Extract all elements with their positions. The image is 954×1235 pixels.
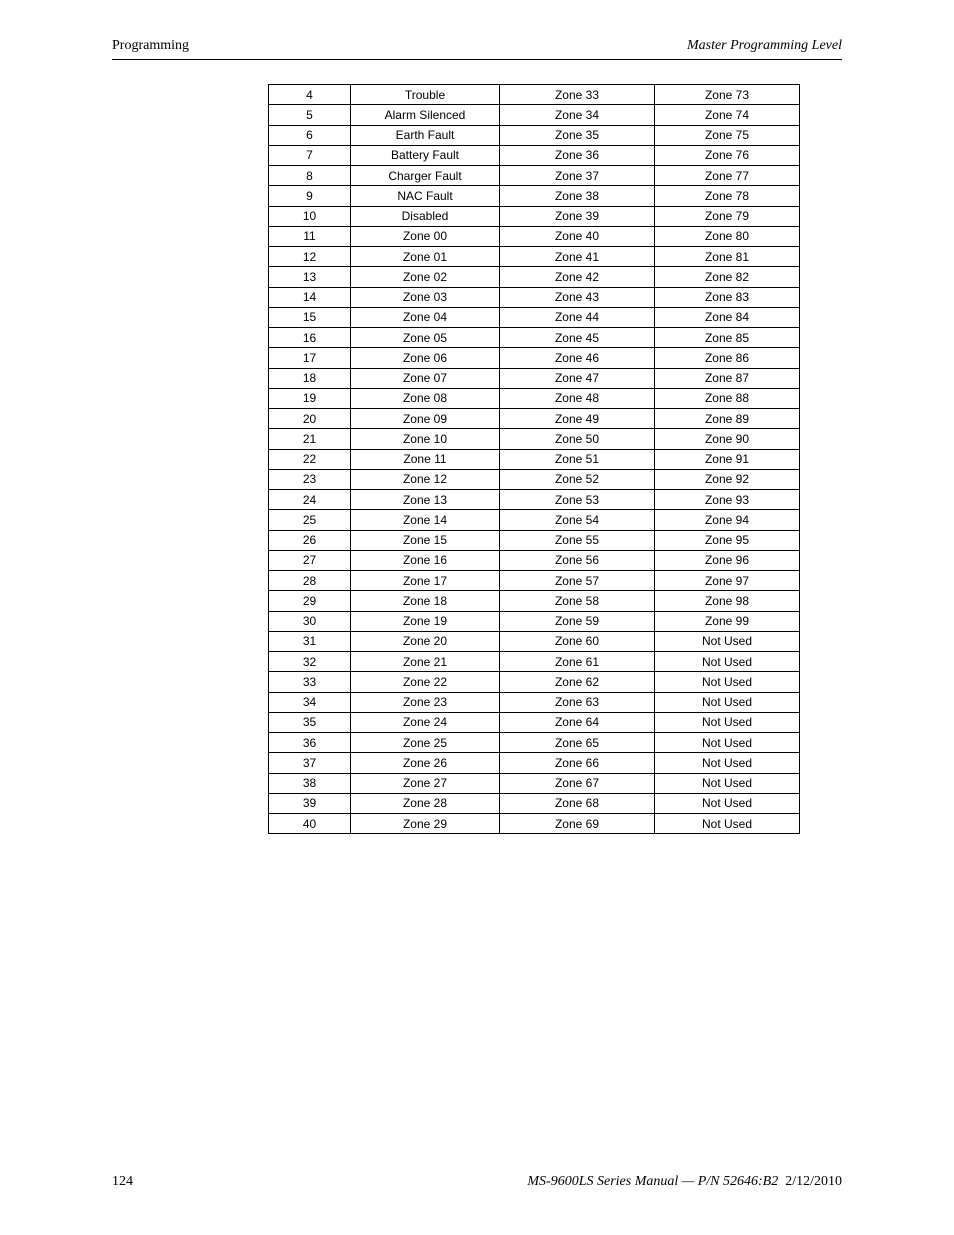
table-cell: Not Used — [655, 692, 800, 712]
table-cell: 12 — [269, 247, 351, 267]
table-cell: Zone 42 — [500, 267, 655, 287]
table-cell: Zone 94 — [655, 510, 800, 530]
table-row — [269, 733, 800, 753]
table-cell: Battery Fault — [351, 145, 500, 165]
table-row — [269, 631, 800, 651]
table-cell: Zone 50 — [500, 429, 655, 449]
table-cell: Zone 19 — [351, 611, 500, 631]
table-cell: Zone 20 — [351, 631, 500, 651]
table-cell: 34 — [269, 692, 351, 712]
table-row — [269, 145, 800, 165]
table-cell: Zone 56 — [500, 550, 655, 570]
table-cell: 11 — [269, 226, 351, 246]
table-cell: Zone 79 — [655, 206, 800, 226]
table-row — [269, 814, 800, 834]
table-cell: Zone 74 — [655, 105, 800, 125]
table-cell: 31 — [269, 631, 351, 651]
table-cell: Charger Fault — [351, 166, 500, 186]
table-cell: Zone 18 — [351, 591, 500, 611]
table-cell: Not Used — [655, 773, 800, 793]
table-row — [269, 652, 800, 672]
table-cell: Zone 83 — [655, 287, 800, 307]
table-row — [269, 449, 800, 469]
table-cell: Zone 76 — [655, 145, 800, 165]
table-cell: Zone 68 — [500, 793, 655, 813]
table-cell: 28 — [269, 571, 351, 591]
manual-title: MS-9600LS Series Manual — P/N 52646:B2 — [527, 1174, 779, 1189]
table-cell: 13 — [269, 267, 351, 287]
table-cell: Zone 06 — [351, 348, 500, 368]
table-cell: Not Used — [655, 814, 800, 834]
table-cell: 15 — [269, 307, 351, 327]
table-cell: Zone 48 — [500, 388, 655, 408]
header-section-title: Programming — [112, 38, 189, 53]
table-cell: 23 — [269, 469, 351, 489]
table-cell: Zone 77 — [655, 166, 800, 186]
table-row — [269, 186, 800, 206]
table-cell: Zone 98 — [655, 591, 800, 611]
table-row — [269, 591, 800, 611]
table-cell: Zone 44 — [500, 307, 655, 327]
table-cell: Zone 08 — [351, 388, 500, 408]
table-cell: Zone 58 — [500, 591, 655, 611]
table-cell: Not Used — [655, 631, 800, 651]
table-cell: Zone 04 — [351, 307, 500, 327]
table-cell: Zone 53 — [500, 490, 655, 510]
table-row — [269, 793, 800, 813]
table-row — [269, 773, 800, 793]
table-cell: Zone 36 — [500, 145, 655, 165]
table-row — [269, 267, 800, 287]
table-cell: 22 — [269, 449, 351, 469]
table-cell: Zone 99 — [655, 611, 800, 631]
table-cell: Not Used — [655, 733, 800, 753]
table-row — [269, 611, 800, 631]
table-cell: Not Used — [655, 672, 800, 692]
table-row — [269, 753, 800, 773]
table-cell: 27 — [269, 550, 351, 570]
table-cell: Zone 87 — [655, 368, 800, 388]
table-cell: 29 — [269, 591, 351, 611]
table-row — [269, 85, 800, 105]
table-row — [269, 530, 800, 550]
table-cell: Zone 86 — [655, 348, 800, 368]
table-cell: Zone 91 — [655, 449, 800, 469]
table-cell: Zone 54 — [500, 510, 655, 530]
table-row — [269, 672, 800, 692]
table-cell: Zone 16 — [351, 550, 500, 570]
table-cell: Zone 26 — [351, 753, 500, 773]
table-cell: Zone 35 — [500, 125, 655, 145]
table-cell: Zone 85 — [655, 328, 800, 348]
table-cell: Zone 67 — [500, 773, 655, 793]
table-cell: Zone 28 — [351, 793, 500, 813]
table-cell: Zone 27 — [351, 773, 500, 793]
table-cell: Disabled — [351, 206, 500, 226]
table-row — [269, 287, 800, 307]
table-cell: Zone 55 — [500, 530, 655, 550]
table-cell: Zone 89 — [655, 409, 800, 429]
table-cell: Zone 82 — [655, 267, 800, 287]
table-cell: Zone 11 — [351, 449, 500, 469]
table-cell: Zone 00 — [351, 226, 500, 246]
table-cell: Zone 96 — [655, 550, 800, 570]
table-row — [269, 550, 800, 570]
manual-date: 2/12/2010 — [785, 1174, 842, 1189]
table-cell: Zone 09 — [351, 409, 500, 429]
table-cell: Zone 75 — [655, 125, 800, 145]
table-cell: 37 — [269, 753, 351, 773]
table-cell: Zone 02 — [351, 267, 500, 287]
table-cell: 38 — [269, 773, 351, 793]
table-cell: 18 — [269, 368, 351, 388]
table-row — [269, 692, 800, 712]
table-row — [269, 125, 800, 145]
table-cell: Zone 51 — [500, 449, 655, 469]
table-cell: Zone 43 — [500, 287, 655, 307]
table-row — [269, 166, 800, 186]
table-cell: Zone 22 — [351, 672, 500, 692]
footer-manual-info — [527, 1174, 842, 1190]
table-cell: 6 — [269, 125, 351, 145]
table-cell: Zone 07 — [351, 368, 500, 388]
table-cell: Zone 78 — [655, 186, 800, 206]
page-number: 124 — [112, 1174, 133, 1189]
table-cell: Zone 01 — [351, 247, 500, 267]
table-cell: Zone 37 — [500, 166, 655, 186]
table-cell: NAC Fault — [351, 186, 500, 206]
table-cell: 17 — [269, 348, 351, 368]
table-cell: Zone 92 — [655, 469, 800, 489]
table-row — [269, 510, 800, 530]
table-row — [269, 328, 800, 348]
table-cell: 4 — [269, 85, 351, 105]
table-cell: 36 — [269, 733, 351, 753]
table-cell: Zone 61 — [500, 652, 655, 672]
table-cell: Zone 63 — [500, 692, 655, 712]
table-cell: Zone 90 — [655, 429, 800, 449]
table-cell: Zone 60 — [500, 631, 655, 651]
table-cell: Not Used — [655, 652, 800, 672]
header-divider — [112, 59, 842, 60]
zone-table-body — [269, 85, 800, 834]
table-cell: Zone 24 — [351, 712, 500, 732]
table-cell: 5 — [269, 105, 351, 125]
table-cell: Zone 45 — [500, 328, 655, 348]
table-cell: 32 — [269, 652, 351, 672]
table-row — [269, 226, 800, 246]
header-chapter-title: Master Programming Level — [686, 38, 842, 53]
table-cell: Zone 05 — [351, 328, 500, 348]
table-cell: 26 — [269, 530, 351, 550]
table-cell: 14 — [269, 287, 351, 307]
table-cell: Zone 97 — [655, 571, 800, 591]
table-cell: 10 — [269, 206, 351, 226]
table-cell: Zone 62 — [500, 672, 655, 692]
table-cell: Zone 69 — [500, 814, 655, 834]
table-cell: Not Used — [655, 753, 800, 773]
table-cell: Zone 17 — [351, 571, 500, 591]
table-cell: Zone 64 — [500, 712, 655, 732]
table-row — [269, 368, 800, 388]
table-cell: Not Used — [655, 712, 800, 732]
table-cell: 24 — [269, 490, 351, 510]
table-cell: 25 — [269, 510, 351, 530]
table-row — [269, 307, 800, 327]
table-cell: 20 — [269, 409, 351, 429]
table-cell: Zone 73 — [655, 85, 800, 105]
table-cell: Zone 21 — [351, 652, 500, 672]
table-cell: Zone 29 — [351, 814, 500, 834]
table-cell: Alarm Silenced — [351, 105, 500, 125]
table-cell: Zone 39 — [500, 206, 655, 226]
table-cell: Zone 81 — [655, 247, 800, 267]
table-cell: 21 — [269, 429, 351, 449]
table-cell: Zone 23 — [351, 692, 500, 712]
table-row — [269, 469, 800, 489]
table-row — [269, 247, 800, 267]
zone-table — [268, 84, 800, 834]
table-row — [269, 388, 800, 408]
table-cell: Zone 95 — [655, 530, 800, 550]
table-cell: 40 — [269, 814, 351, 834]
table-cell: 7 — [269, 145, 351, 165]
table-cell: 19 — [269, 388, 351, 408]
table-cell: 30 — [269, 611, 351, 631]
table-cell: 8 — [269, 166, 351, 186]
table-cell: Zone 13 — [351, 490, 500, 510]
table-cell: Zone 65 — [500, 733, 655, 753]
table-cell: 16 — [269, 328, 351, 348]
table-cell: Zone 46 — [500, 348, 655, 368]
table-row — [269, 348, 800, 368]
table-row — [269, 490, 800, 510]
table-cell: Zone 57 — [500, 571, 655, 591]
table-cell: Zone 84 — [655, 307, 800, 327]
table-cell: Not Used — [655, 793, 800, 813]
table-cell: Zone 03 — [351, 287, 500, 307]
table-cell: Zone 52 — [500, 469, 655, 489]
table-cell: Zone 47 — [500, 368, 655, 388]
table-cell: Zone 40 — [500, 226, 655, 246]
table-row — [269, 105, 800, 125]
table-cell: 9 — [269, 186, 351, 206]
table-cell: 35 — [269, 712, 351, 732]
table-cell: Zone 10 — [351, 429, 500, 449]
table-cell: Earth Fault — [351, 125, 500, 145]
table-cell: Zone 93 — [655, 490, 800, 510]
table-cell: 33 — [269, 672, 351, 692]
table-cell: Zone 49 — [500, 409, 655, 429]
table-row — [269, 712, 800, 732]
table-cell: Trouble — [351, 85, 500, 105]
table-cell: Zone 25 — [351, 733, 500, 753]
table-cell: Zone 41 — [500, 247, 655, 267]
table-cell: Zone 15 — [351, 530, 500, 550]
table-row — [269, 409, 800, 429]
table-row — [269, 571, 800, 591]
table-cell: Zone 38 — [500, 186, 655, 206]
table-cell: Zone 14 — [351, 510, 500, 530]
table-cell: Zone 59 — [500, 611, 655, 631]
table-cell: Zone 12 — [351, 469, 500, 489]
table-cell: Zone 88 — [655, 388, 800, 408]
table-cell: Zone 34 — [500, 105, 655, 125]
table-row — [269, 206, 800, 226]
table-cell: Zone 66 — [500, 753, 655, 773]
table-row — [269, 429, 800, 449]
table-cell: Zone 33 — [500, 85, 655, 105]
table-cell: 39 — [269, 793, 351, 813]
table-cell: Zone 80 — [655, 226, 800, 246]
